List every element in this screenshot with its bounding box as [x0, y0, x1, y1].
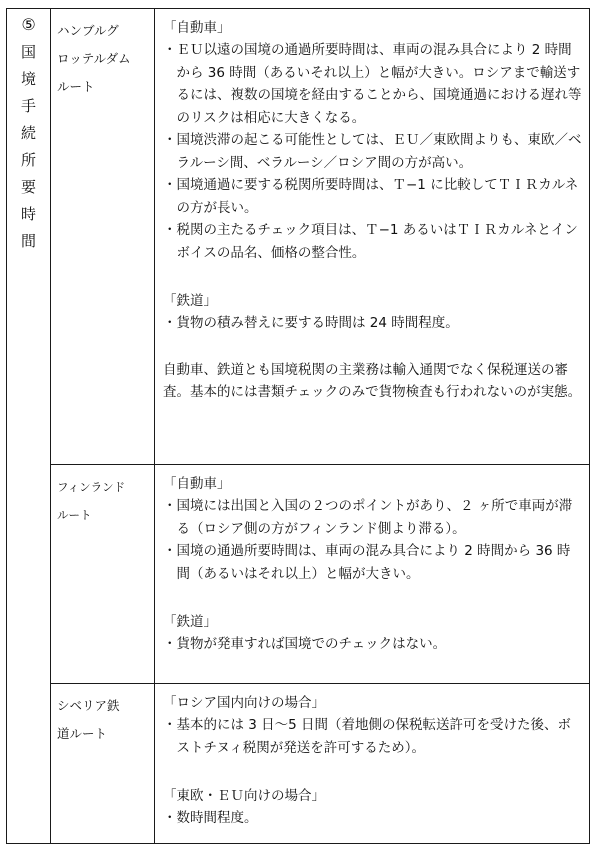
bullet-text: 貨物が発車すれば国境でのチェックはない。 — [176, 636, 447, 652]
route-name-line: シベリア鉄 — [57, 698, 120, 713]
section-heading-domestic: 「ロシア国内向けの場合」 — [163, 695, 325, 711]
section-heading-rail: 「鉄道」 — [163, 614, 217, 630]
route-name-line: ルート — [57, 79, 95, 94]
bullet-text: ＥＵ以遠の国境の通過所要時間は、車両の混み具合により 2 時間から 36 時間（あるいそれ以上）と幅が大きい。ロシアまで輸送するには、複数の国境を経由することから、国境通過における遅れ等のリスクは相応に大きくなる。 — [176, 42, 582, 126]
bullet-item — [163, 714, 583, 759]
bullet-text: 国境渋滞の起こる可能性としては、ＥＵ／東欧間よりも、東欧／ベラルーシ間、ベラルーシ／ロシア間の方が高い。 — [176, 132, 582, 171]
bullet-item — [163, 633, 583, 656]
section-heading-road: 「自動車」 — [163, 20, 231, 36]
route-content-finland — [155, 465, 590, 684]
bullet-item — [163, 219, 583, 264]
bullet-mark: ・ — [163, 810, 177, 826]
bullet-text: 国境通過に要する税関所要時間は、Ｔ−1 に比較してＴＩＲカルネの方が長い。 — [176, 177, 579, 216]
bullet-text: 税関の主たるチェック項目は、Ｔ−1 あるいはＴＩＲカルネとインボイスの品名、価格の整合性。 — [176, 222, 578, 261]
category-char: 国 — [20, 43, 36, 61]
route-name-finland — [51, 465, 155, 684]
category-char: 時 — [20, 205, 36, 223]
route-row-finland — [7, 465, 590, 684]
route-content-siberia — [155, 684, 590, 844]
bullet-text: 貨物の積み替えに要する時間は 24 時間程度。 — [176, 315, 459, 331]
route-row-siberia — [7, 684, 590, 844]
bullet-item — [163, 129, 583, 174]
route-name-siberia — [51, 684, 155, 844]
category-char: 間 — [20, 232, 36, 250]
section-heading-rail: 「鉄道」 — [163, 293, 217, 309]
border-procedure-table — [6, 8, 590, 844]
bullet-text: 国境には出国と入国の２つのポイントがあり、２ ヶ所で車両が滞る（ロシア側の方がフィンランド側より滞る）。 — [176, 498, 573, 537]
route-name-line: フィンランド — [57, 480, 126, 494]
category-char: 境 — [20, 70, 36, 88]
bullet-mark: ・ — [163, 543, 177, 559]
route-content-hamburg — [155, 9, 590, 465]
bullet-mark: ・ — [163, 636, 177, 652]
note-paragraph: 自動車、鉄道とも国境税関の主業務は輸入通関でなく保税運送の審査。基本的には書類チェックのみで貨物検査も行われないのが実態。 — [163, 361, 582, 400]
bullet-item — [163, 174, 583, 219]
category-char: 所 — [20, 151, 36, 169]
route-row-hamburg — [7, 9, 590, 465]
bullet-item — [163, 540, 583, 585]
category-char: 要 — [20, 178, 36, 196]
bullet-item — [163, 39, 583, 129]
bullet-mark: ・ — [163, 222, 177, 238]
bullet-mark: ・ — [163, 177, 177, 193]
route-name-line: ルート — [57, 508, 92, 522]
category-cell — [7, 9, 51, 844]
bullet-item — [163, 312, 583, 335]
bullet-mark: ・ — [163, 498, 177, 514]
bullet-text: 基本的には 3 日〜5 日間（着地側の保税転送許可を受けた後、ボストチヌィ税関が発送を許可するため）。 — [176, 717, 572, 756]
bullet-text: 数時間程度。 — [176, 810, 258, 826]
section-heading-road: 「自動車」 — [163, 476, 231, 492]
bullet-item — [163, 495, 583, 540]
route-name-hamburg — [51, 9, 155, 465]
bullet-mark: ・ — [163, 315, 177, 331]
bullet-mark: ・ — [163, 42, 177, 58]
bullet-item — [163, 807, 583, 830]
bullet-text: 国境の通過所要時間は、車両の混み具合により 2 時間から 36 時間（あるいはそれ以上）と幅が大きい。 — [176, 543, 571, 582]
bullet-mark: ・ — [163, 717, 177, 733]
category-char: 続 — [20, 124, 36, 142]
bullet-mark: ・ — [163, 132, 177, 148]
category-number: ⑤ — [21, 15, 36, 34]
route-name-line: ハンブルグ — [57, 23, 119, 38]
category-char: 手 — [20, 97, 36, 115]
route-name-line: ロッテルダム — [57, 51, 131, 66]
section-heading-eu: 「東欧・ＥＵ向けの場合」 — [163, 788, 325, 804]
route-name-line: 道ルート — [57, 726, 108, 741]
